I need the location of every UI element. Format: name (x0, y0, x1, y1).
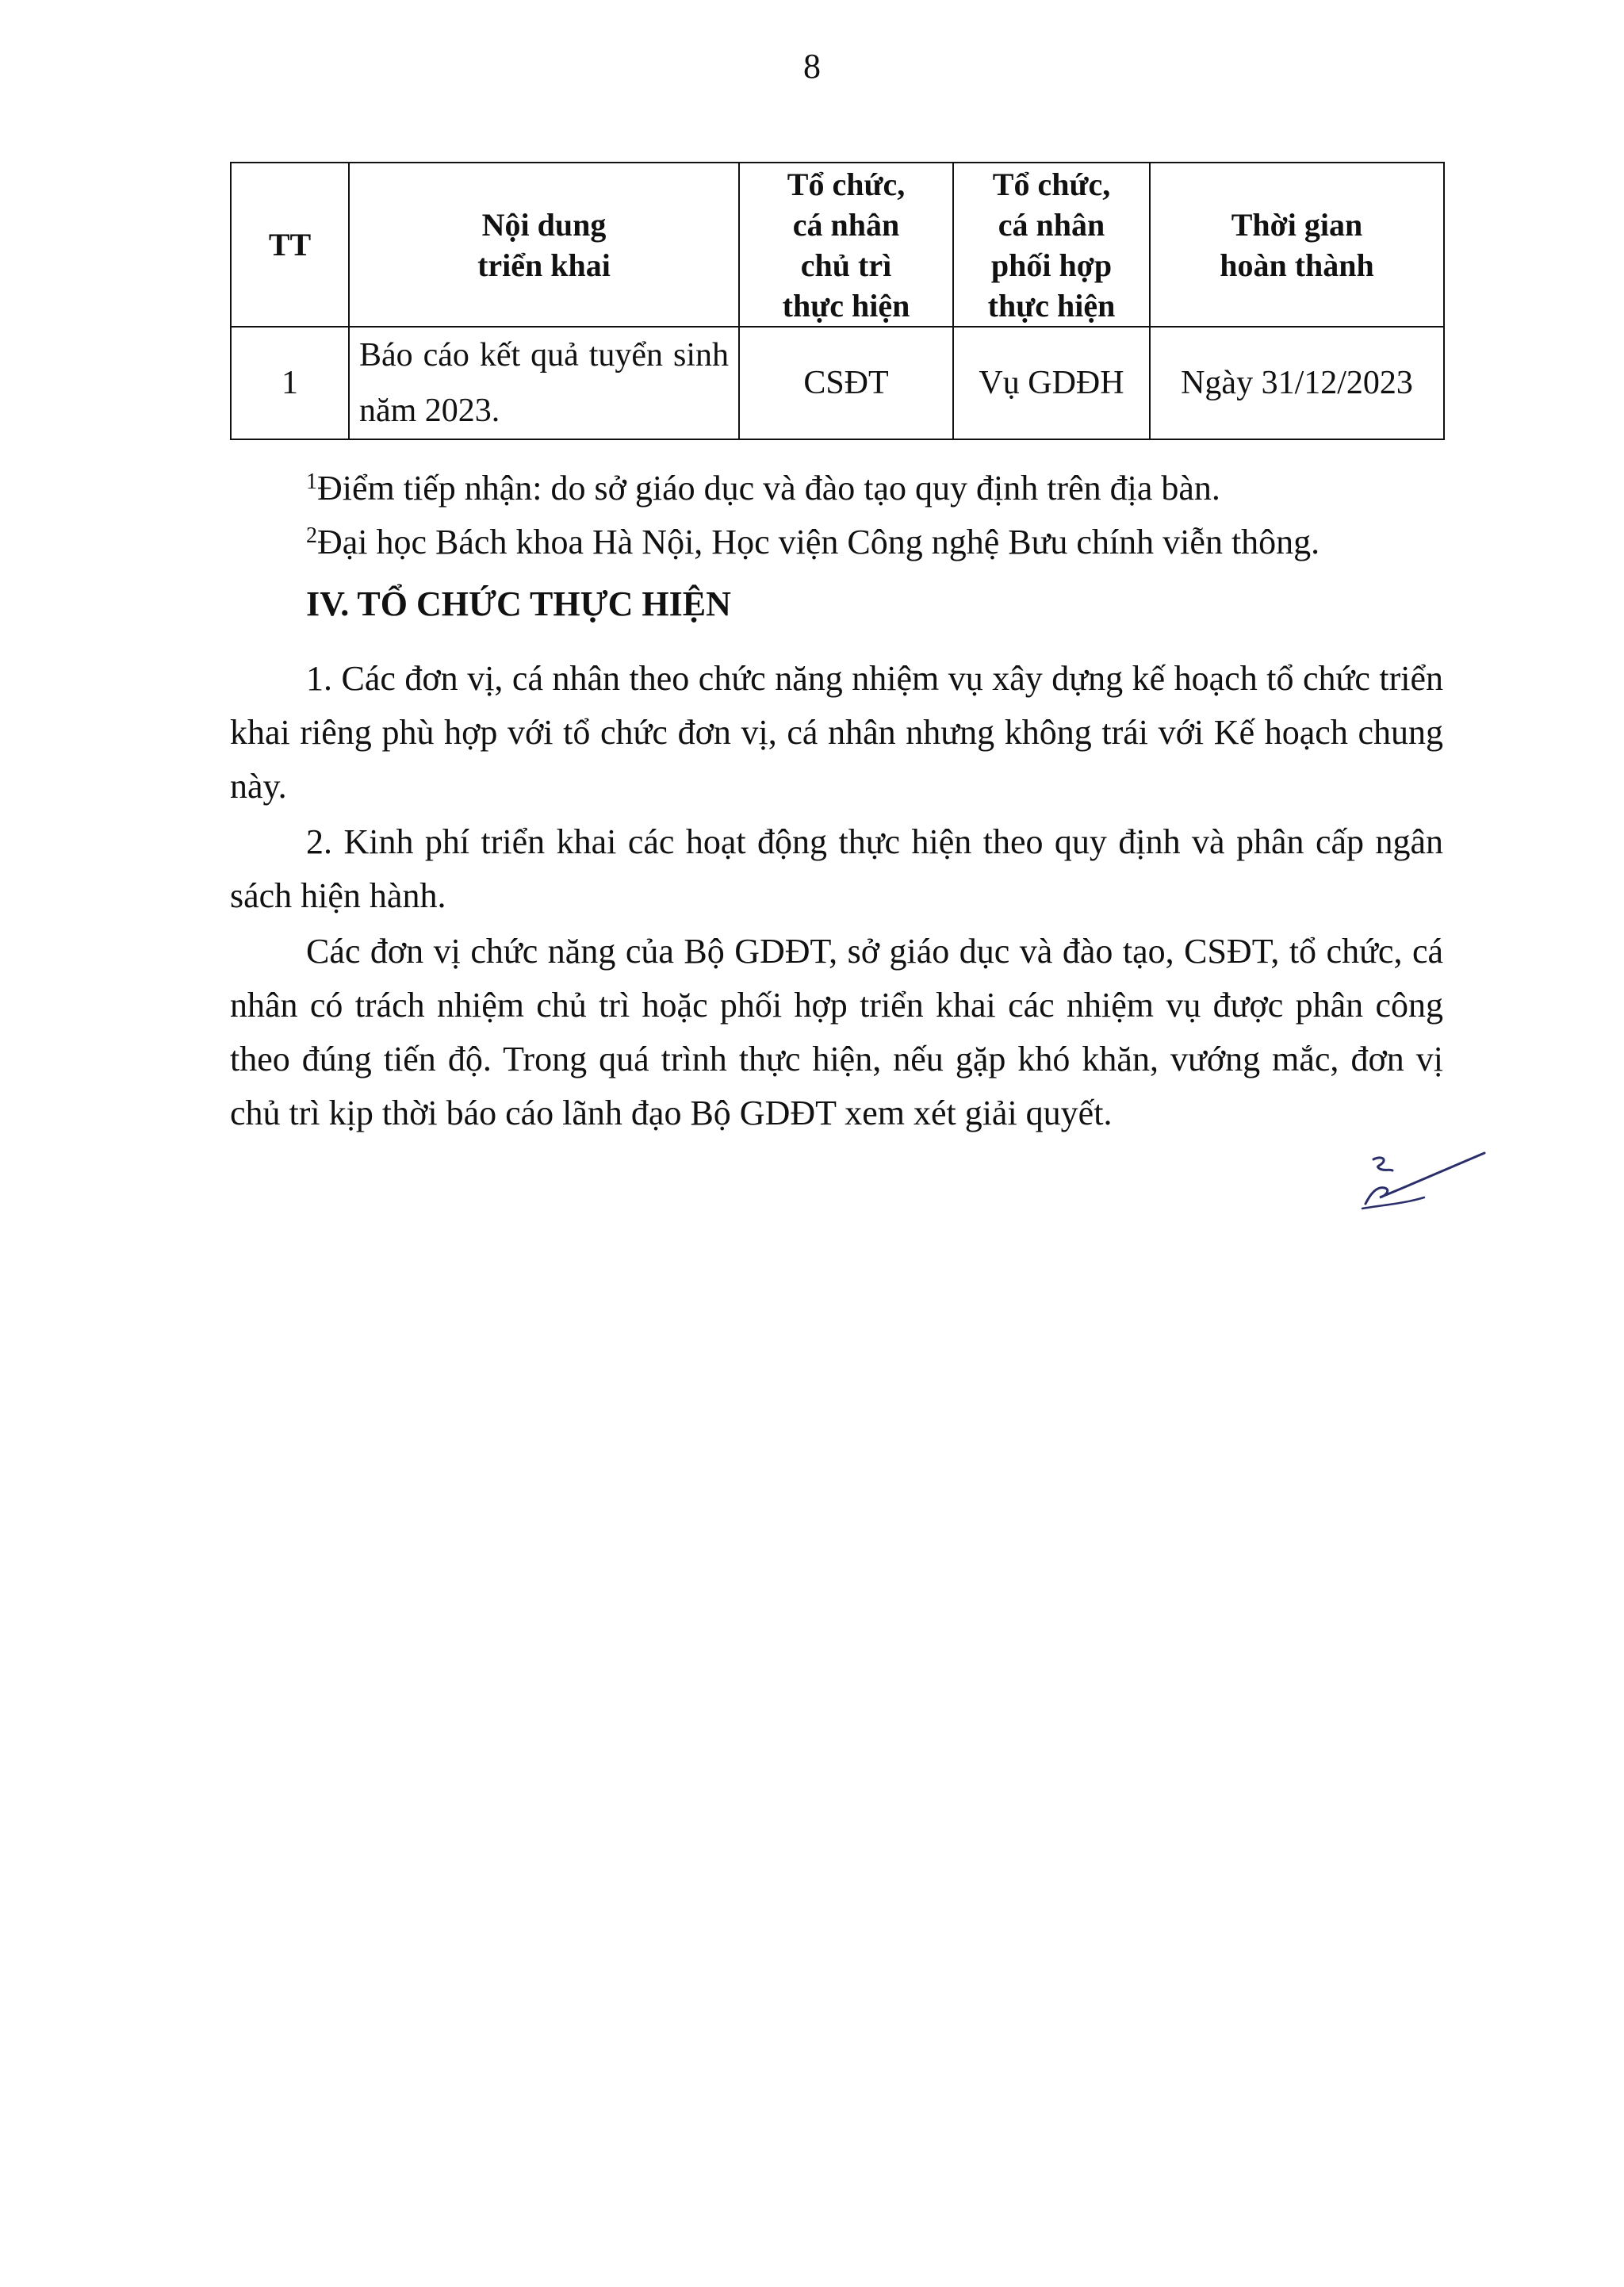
header-line: thực hiện (987, 287, 1116, 324)
footnote (230, 515, 1443, 569)
signature-stroke (1362, 1197, 1424, 1209)
signature-stroke (1373, 1158, 1392, 1170)
paragraph: 1. Các đơn vị, cá nhân theo chức năng nhiệm vụ xây dựng kế hoạch tổ chức triển khai riêng phù hợp với tổ chức đơn vị, cá nhân nhưng không trái với Kế hoạch chung này. (230, 659, 1443, 806)
header-line: Tổ chức, (787, 166, 906, 202)
page-number: 8 (803, 47, 821, 86)
header-line: cá nhân (998, 206, 1105, 243)
header-line: triển khai (477, 247, 611, 283)
cell-lead-org: CSĐT (739, 327, 953, 439)
header-line: Tổ chức, (992, 166, 1111, 202)
table-row (231, 327, 1444, 439)
header-line: chủ trì (800, 247, 892, 283)
plan-table (230, 162, 1445, 440)
header-line: Nội dung (481, 206, 607, 243)
cell-deadline: Ngày 31/12/2023 (1150, 327, 1444, 439)
header-line: TT (268, 227, 312, 262)
footnote-mark: 2 (306, 523, 317, 548)
footnote-text: Đại học Bách khoa Hà Nội, Học viện Công nghệ Bưu chính viễn thông. (317, 523, 1320, 561)
header-support-org (953, 163, 1150, 327)
footnote-text: Điểm tiếp nhận: do sở giáo dục và đào tạo quy định trên địa bàn. (317, 469, 1220, 508)
header-tt (231, 163, 349, 327)
header-line: thực hiện (782, 287, 910, 324)
header-lead-org (739, 163, 953, 327)
header-content (349, 163, 739, 327)
header-line: cá nhân (792, 206, 900, 243)
signature-initial-mark (1348, 1142, 1491, 1213)
header-line: phối hợp (990, 247, 1113, 283)
header-line: hoàn thành (1220, 247, 1374, 283)
table-header-row (231, 163, 1444, 327)
section-heading: IV. TỔ CHỨC THỰC HIỆN (306, 584, 731, 623)
footnotes (230, 462, 1443, 569)
paragraph: 2. Kinh phí triển khai các hoạt động thực hiện theo quy định và phân cấp ngân sách hiện hành. (230, 822, 1443, 915)
footnote (230, 462, 1443, 515)
header-line: Thời gian (1231, 206, 1363, 243)
header-deadline (1150, 163, 1444, 327)
cell-content: Báo cáo kết quả tuyển sinh năm 2023. (349, 327, 739, 439)
cell-tt: 1 (231, 327, 349, 439)
footnote-mark: 1 (306, 469, 317, 494)
cell-support-org: Vụ GDĐH (953, 327, 1150, 439)
paragraph: Các đơn vị chức năng của Bộ GDĐT, sở giáo dục và đào tạo, CSĐT, tổ chức, cá nhân có trách nhiệm chủ trì hoặc phối hợp triển khai các nhiệm vụ được phân công theo đúng tiến độ. Trong quá trình thực hiện, nếu gặp khó khăn, vướng mắc, đơn vị chủ trì kịp thời báo cáo lãnh đạo Bộ GDĐT xem xét giải quyết. (230, 932, 1443, 1132)
